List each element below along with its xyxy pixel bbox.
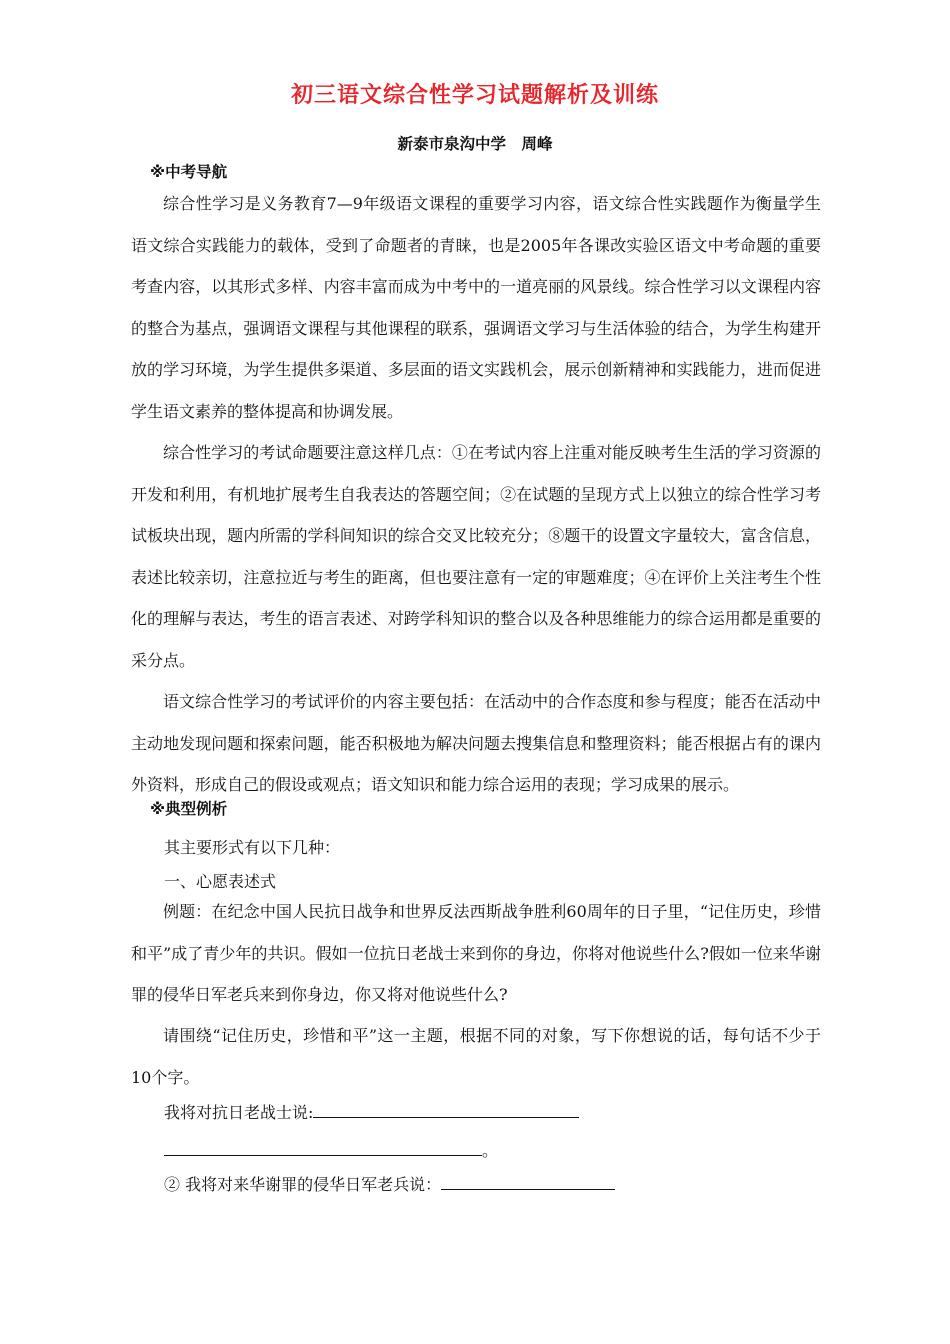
answer-blank-japanese-veteran[interactable] — [441, 1172, 615, 1190]
example-question: 例题：在纪念中国人民抗日战争和世界反法西斯战争胜利60周年的日子里，“记住历史，珍惜和平”成了青少年的共识。假如一位抗日老战士来到你的身边，你将对他说些什么?假如一位来华谢罪的侵华日军老兵来到你身边，你又将对他说些什么? — [131, 902, 821, 1004]
answer-blank-veteran-2[interactable] — [164, 1138, 482, 1156]
paragraph-evaluation: 语文综合性学习的考试评价的内容主要包括：在活动中的合作态度和参与程度；能否在活动中主动地发现问题和探索问题，能否积极地为解决问题去搜集信息和整理资料；能否根据占有的课内外资料，形成自己的假设或观点；语文知识和能力综合运用的表现；学习成果的展示。 — [131, 692, 821, 794]
section-heading-exam-guide: ※中考导航 — [150, 163, 228, 181]
forms-intro: 其主要形式有以下几种： — [164, 838, 341, 857]
answer-blank-veteran-1[interactable] — [313, 1100, 579, 1118]
answer-line-veteran-continued — [164, 1138, 498, 1161]
answer-line-japanese-veteran — [164, 1172, 615, 1195]
form-heading-wish-expression: 一、心愿表述式 — [164, 872, 277, 891]
author-line: 新泰市泉沟中学 周峰 — [397, 135, 553, 153]
document-title: 初三语文综合性学习试题解析及训练 — [290, 83, 659, 108]
answer-line-veteran — [164, 1100, 579, 1123]
paragraph-intro: 综合性学习是义务教育7—9年级语文课程的重要学习内容，语文综合性实践题作为衡量学生语文综合实践能力的载体，受到了命题者的青睐，也是2005年各课改实验区语文中考命题的重要考查内容，以其形式多样、内容丰富而成为中考中的一道亮丽的风景线。综合性学习以文课程内容的整合为基点，强调语文课程与其他课程的联系，强调语文学习与生活体验的结合，为学生构建开放的学习环境，为学生提供多渠道、多层面的语文实践机会，展示创新精神和实践能力，进而促进学生语文素养的整体提高和协调发展。 — [131, 194, 821, 421]
prompt-veteran: 我将对抗日老战士说: — [164, 1103, 314, 1122]
section-heading-typical-examples: ※典型例析 — [150, 800, 228, 818]
paragraph-exam-points: 综合性学习的考试命题要注意这样几点：①在考试内容上注重对能反映考生生活的学习资源的开发和利用，有机地扩展考生自我表达的答题空间；②在试题的呈现方式上以独立的综合性学习考试板块出现，题内所需的学科间知识的综合交叉比较充分；⑧题干的设置文字量较大，富含信息，表述比较亲切，注意拉近与考生的距离，但也要注意有一定的审题难度；④在评价上关注考生个性化的理解与表达，考生的语言表述、对跨学科知识的整合以及各种思维能力的综合运用都是重要的采分点。 — [131, 443, 821, 670]
prompt-japanese-veteran: ② 我将对来华谢罪的侵华日军老兵说： — [164, 1175, 442, 1194]
answer-end-mark: 。 — [482, 1141, 499, 1160]
example-instruction: 请围绕“记住历史，珍惜和平”这一主题，根据不同的对象，写下你想说的话，每句话不少于10个字。 — [131, 1026, 821, 1087]
